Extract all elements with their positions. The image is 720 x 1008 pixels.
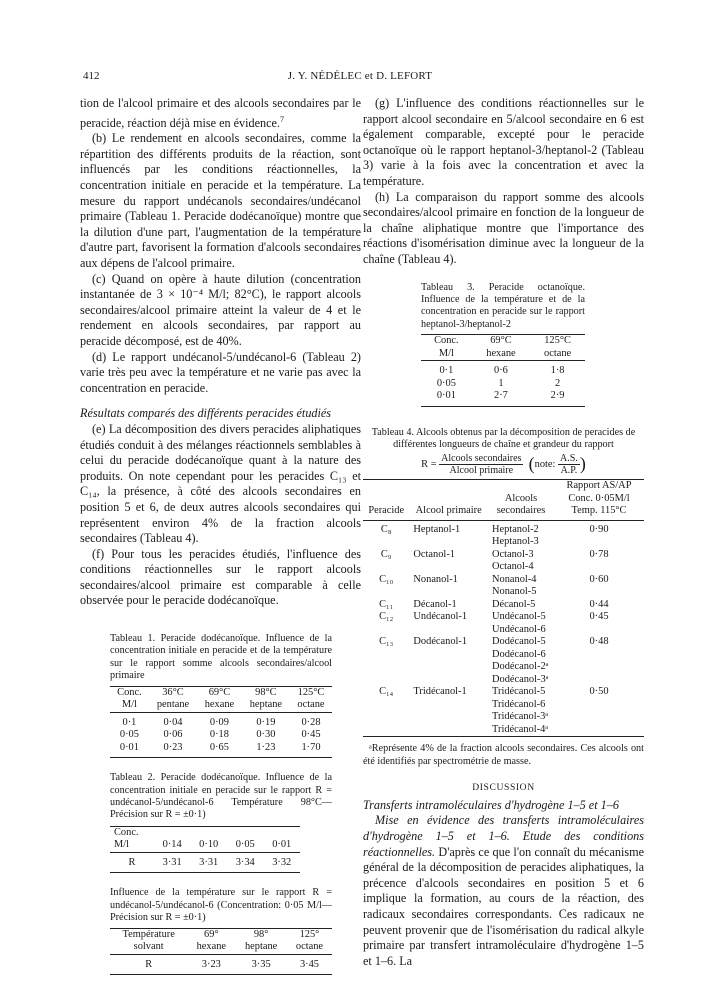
table-header: 98° [253,928,269,940]
table-header: M/l [438,347,454,359]
table-caption: Tableau 4. Alcools obtenus par la décomposition de peracides de différentes longueurs de chaîne et grandeur du rapport [371,426,636,451]
table-cell: Nonanol-1 [413,573,458,585]
table-4 [363,427,644,769]
table-cell: 2·7 [494,390,508,402]
paragraph: Mise en évidence des transferts intramoléculaires d'hydrogène 1–5 et 1–6. Etude des conditions réactionnelles. D'après ce que l'on connaît du mécanisme général de la décomposition de peracides aliphatiques, la précence d'alcools secondaires en position 5 et 6 implique la formation, au cours de la réaction, des radicaux secondaires correspondants. Ces radicaux ne peuvent provenir que de l'isomérisation du radical alkyle primaire par transfert intramoléculaire d'hydrogène 1–5 et 1–6. La [363,813,644,968]
table-cell: 3·45 [299,958,319,970]
paragraph: tion de l'alcool primaire et des alcools secondaires par le peracide, réaction déjà mise en évidence.$^7$ [80,96,361,130]
table-header: heptane [244,941,278,953]
secondary-alcohol: Dodécanol-6 [492,648,546,660]
table-row [363,686,644,737]
table-cell: 2 [554,377,561,389]
table-cell [488,611,554,636]
table-cell: 0·90 [589,523,609,535]
paragraph: (g) L'influence des conditions réactionnelles sur le rapport alcool secondaire en 5/alcool secondaire en 6 est également comparable, excepté pour le peracide octanoïque où le rapport heptanol-3/heptanol-2 (Tableau 3) varie à la fois avec la concentration et avec la température. [363,96,644,188]
table-cell [488,599,554,612]
paragraph: (e) La décomposition des divers peracides aliphatiques étudiés conduit à des mélanges réactionnels semblables à celui du peracide dodécanoïque quant à la nature des produits. On note cependant pour les peracides C₁₃ et C₁₄, la présence, à côté des alcools secondaires en position 5 et 6, de deux autres alcools secondaires qui représentent environ 4% de la fraction alcools secondaires (Tableau 4). [80,421,361,546]
table-1-grid [110,686,332,759]
secondary-alcohol: Tridécanol-6 [492,698,546,710]
table-cell: C₉ [380,548,392,560]
table-header: 69°C [208,686,231,698]
table-cell: 0·04 [163,716,183,728]
table-caption: Tableau 2. Peracide dodécanoïque. Influence de la concentration initiale en peracide sur le rapport R = undécanol-5/undécanol-6 Température 98°C—Précision sur R = ±0·1) [110,772,332,821]
table-header: 69° [204,928,219,940]
table-header: 0·10 [199,839,219,851]
table-header: hexane [196,941,227,953]
table-header: octane [544,347,572,359]
table-header: Conc. [434,335,459,347]
table-header: hexane [486,347,516,359]
table-cell: 0·1 [122,716,137,728]
table-cell: 0·06 [163,729,183,741]
running-header: J. Y. NÉDÉLEC et D. LEFORT [287,70,433,82]
secondary-alcohol: Tridécanol-5 [492,686,546,698]
secondary-alcohol: Heptanol-2 [492,523,539,535]
table-header: 125° [299,928,320,940]
table-3 [421,282,585,407]
table-header: hexane [204,699,235,711]
table-header: 36°C [162,686,184,698]
table-header: Conc. [117,686,142,698]
table-cell: 0·05 [119,729,139,741]
page-number: 412 [83,70,100,82]
table-header: Rapport AS/AP Conc. 0·05M/l Temp. 115°C [566,480,632,517]
table-cell: Décanol-1 [413,598,457,610]
table-2 [110,772,332,975]
table-header: 0·05 [235,839,255,851]
table-header: M/l [114,839,130,851]
table-header: 0·01 [272,839,292,851]
table-3-grid [421,334,585,407]
table-cell: Tridécanol-1 [413,686,467,698]
table-cell: R [128,856,136,868]
table-4-grid [363,479,644,737]
table-2-concentration [110,826,300,874]
section-title: DISCUSSION [472,782,535,794]
table-cell: C₁₀ [379,573,394,585]
table-cell: Heptanol-1 [413,523,461,535]
table-header: Peracide [368,505,405,517]
table-cell: Dodécanol-1 [413,636,468,648]
paragraph: (h) La comparaison du rapport somme des alcools secondaires/alcool primaire en fonction de la longueur de la chaîne aliphatique montre que l'importance des réactions d'isomérisation diminue avec la longueur de la chaîne (Tableau 4). [363,189,644,266]
table-cell: 0·19 [256,716,276,728]
table-caption: Tableau 3. Peracide octanoïque. Influence de la température et de la concentration en peracide sur le rapport heptanol-3/heptanol-2 [421,281,585,330]
paragraph: (f) Pour tous les peracides étudiés, l'influence des conditions réactionnelles sur le rapport alcools secondaires/alcool primaire est comparable à celle observée pour le peracide dodécanoïque. [80,546,361,608]
table-header: solvant [133,941,164,953]
table-cell: 3·31 [162,856,182,868]
table-cell: 0·50 [589,686,609,698]
table-1 [110,633,332,758]
paragraph: (d) Le rapport undécanol-5/undécanol-6 (Tableau 2) varie très peu avec la température et ne varie pas avec la concentration en peracide. [80,349,361,395]
table-header: Température [122,928,175,940]
table-header: Alcool primaire [415,505,482,517]
table-cell: 0·01 [436,390,456,402]
table-cell: 3·34 [235,856,255,868]
table-caption: Tableau 1. Peracide dodécanoïque. Influence de la concentration initiale en peracide et de la température sur le rapport somme alcools secondaires/alcool primaire [110,633,332,682]
table-cell: 0·18 [209,729,229,741]
left-column [80,96,361,975]
section-heading: Résultats comparés des différents peracides étudiés [80,406,332,421]
table-cell: 1·8 [550,365,565,377]
table-cell [488,574,554,599]
table-header: 98°C [255,686,277,698]
table-cell: R [145,958,153,970]
table-cell: C₈ [380,523,392,535]
table-cell: 3·31 [199,856,219,868]
table-header: 125°C [297,686,325,698]
table-cell: 1 [498,377,504,389]
paragraph: (b) Le rendement en alcools secondaires, comme la répartition des différents produits de la réaction, sont influencés par les conditions réactionnelles, la concentration initiale en peracide et la température. La mesure du rapport undécanols secondaires/undécanol primaire (Tableau 1. Peracide dodécanoïque) montre que la dilution d'une part, l'augmentation de la température d'autre part, favorisent la formation d'alcools secondaires aux dépens de l'alcool primaire. [80,131,361,270]
table-cell: 1·70 [301,741,321,753]
ratio-formula: R = $\frac{\text{Alcools secondaires}}{\text{Alcool primaire}}$ (note: $\frac{A.S.}{A.P.}$ ) [421,453,586,477]
table-cell: 0·48 [589,636,609,648]
table-row [363,611,644,636]
table-header: Alcools secondaires [496,492,546,517]
table-row [363,549,644,574]
table-cell: 0·1 [439,365,454,377]
table-footnote: ᵃReprésente 4% de la fraction alcools secondaires. Ces alcools ont été identifiés par spectrométrie de masse. [363,743,644,767]
table-cell: 0·60 [589,573,609,585]
table-row [363,636,644,686]
secondary-alcohol: Undécanol-5 [492,611,546,623]
table-cell: 0·6 [494,365,508,377]
table-cell: 3·32 [272,856,292,868]
subsection-title: Transferts intramoléculaires d'hydrogène 1–5 et 1–6 [363,797,619,812]
table-cell: 0·78 [589,548,609,560]
secondary-alcohol: Dodécanol-5 [492,636,546,648]
table-cell: C₁₃ [379,636,394,648]
secondary-alcohol: Nonanol-4 [492,573,537,585]
secondary-alcohol: Dodécanol-2ᵃ [492,661,549,673]
secondary-alcohol: Tridécanol-4ᵃ [492,723,549,735]
table-header: octane [297,699,325,711]
table-cell: C₁₄ [379,686,394,698]
table-cell: 0·09 [209,716,229,728]
table-cell: 0·01 [119,741,139,753]
table-header: 0·14 [162,839,182,851]
table-cell: 0·28 [301,716,321,728]
right-column [363,96,644,969]
table-row [363,599,644,612]
table-cell: 2·9 [550,390,565,402]
secondary-alcohol: Tridécanol-3ᵃ [492,711,549,723]
table-cell: 3·23 [201,958,221,970]
secondary-alcohol: Octanol-4 [492,561,534,573]
table-row [363,520,644,549]
table-4-body [363,520,644,737]
secondary-alcohol: Heptanol-3 [492,536,539,548]
table-2-temperature [110,928,332,976]
secondary-alcohol: Undécanol-6 [492,623,546,635]
secondary-alcohol: Nonanol-5 [492,586,537,598]
table-cell: C₁₂ [379,611,394,623]
secondary-alcohol: Décanol-5 [492,598,536,610]
table-cell: 0·30 [256,729,276,741]
table-cell [488,686,554,737]
table-cell: 1·23 [256,741,276,753]
table-cell: 0·65 [209,741,229,753]
table-cell [488,636,554,686]
table-cell: Undécanol-1 [413,611,468,623]
table-cell: 0·05 [436,377,456,389]
table-header: octane [295,941,324,953]
table-cell: Octanol-1 [413,548,455,560]
table-header: M/l [121,699,137,711]
secondary-alcohol: Dodécanol-3ᵃ [492,673,549,685]
table-header: pentane [156,699,190,711]
table-caption: Influence de la température sur le rapport R = undécanol-5/undécanol-6 (Concentration: 0·05 M/l—Précision sur R = ±0·1) [110,887,332,924]
table-cell: 0·45 [301,729,321,741]
table-row [363,574,644,599]
table-header: 125°C [544,335,571,347]
table-cell [488,520,554,549]
table-cell: 0·45 [589,611,609,623]
table-header: heptane [249,699,283,711]
paragraph: (c) Quand on opère à haute dilution (concentration instantanée de 3 × 10⁻⁴ M/l; 82°C), le rapport alcools secondaires/alcool primaire atteint la valeur de 4 et le rendement en alcools secondaires, par rapport au peracide décomposé, est de 40%. [80,271,361,348]
table-cell: C₁₁ [379,598,394,610]
table-header: Conc. [114,826,139,838]
table-cell: 0·23 [163,741,183,753]
table-header: 69°C [490,335,512,347]
table-cell: 0·44 [589,598,609,610]
table-cell [488,549,554,574]
secondary-alcohol: Octanol-3 [492,548,534,560]
table-cell: 3·35 [251,958,271,970]
